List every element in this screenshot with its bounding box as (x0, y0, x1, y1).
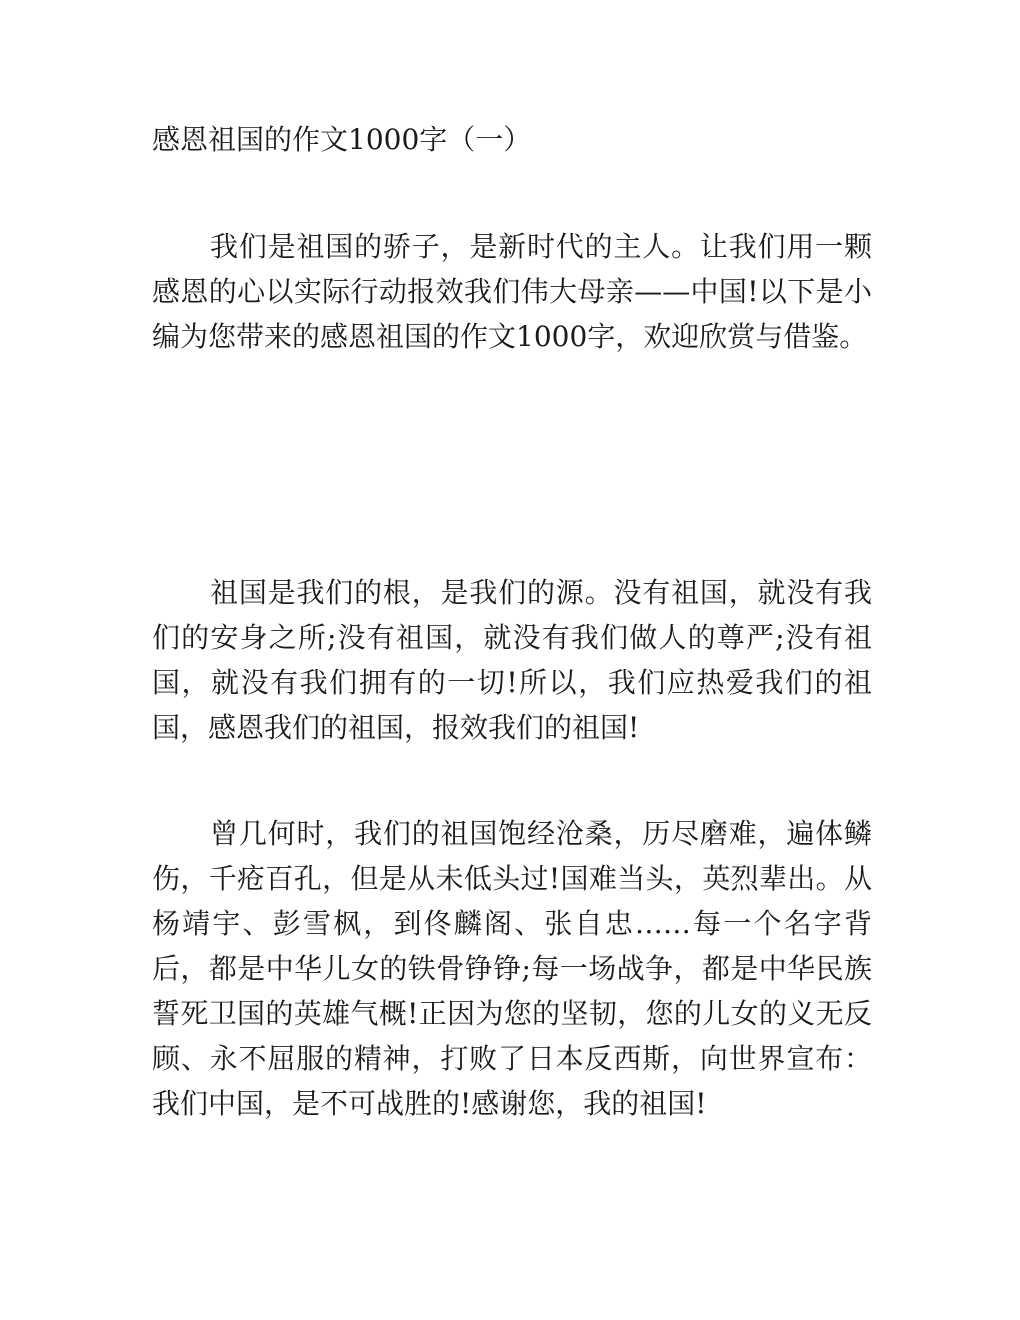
document-title: 感恩祖国的作文1000字（一） (152, 123, 532, 156)
paragraph-intro: 我们是祖国的骄子，是新时代的主人。让我们用一颗感恩的心以实际行动报效我们伟大母亲——中国!以下是小编为您带来的感恩祖国的作文1000字，欢迎欣赏与借鉴。 (152, 230, 872, 353)
paragraph-roots: 祖国是我们的根，是我们的源。没有祖国，就没有我们的安身之所;没有祖国，就没有我们做人的尊严;没有祖国，就没有我们拥有的一切!所以，我们应热爱我们的祖国，感恩我们的祖国，报效我们的祖国! (152, 576, 872, 744)
paragraph-history: 曾几何时，我们的祖国饱经沧桑，历尽磨难，遍体鳞伤，千疮百孔，但是从未低头过!国难当头，英烈辈出。从杨靖宇、彭雪枫，到佟麟阁、张自忠……每一个名字背后，都是中华儿女的铁骨铮铮;每一场战争，都是中华民族誓死卫国的英雄气概!正因为您的坚韧，您的儿女的义无反顾、永不屈服的精神，打败了日本反西斯，向世界宣布：我们中国，是不可战胜的!感谢您，我的祖国! (152, 817, 872, 1120)
